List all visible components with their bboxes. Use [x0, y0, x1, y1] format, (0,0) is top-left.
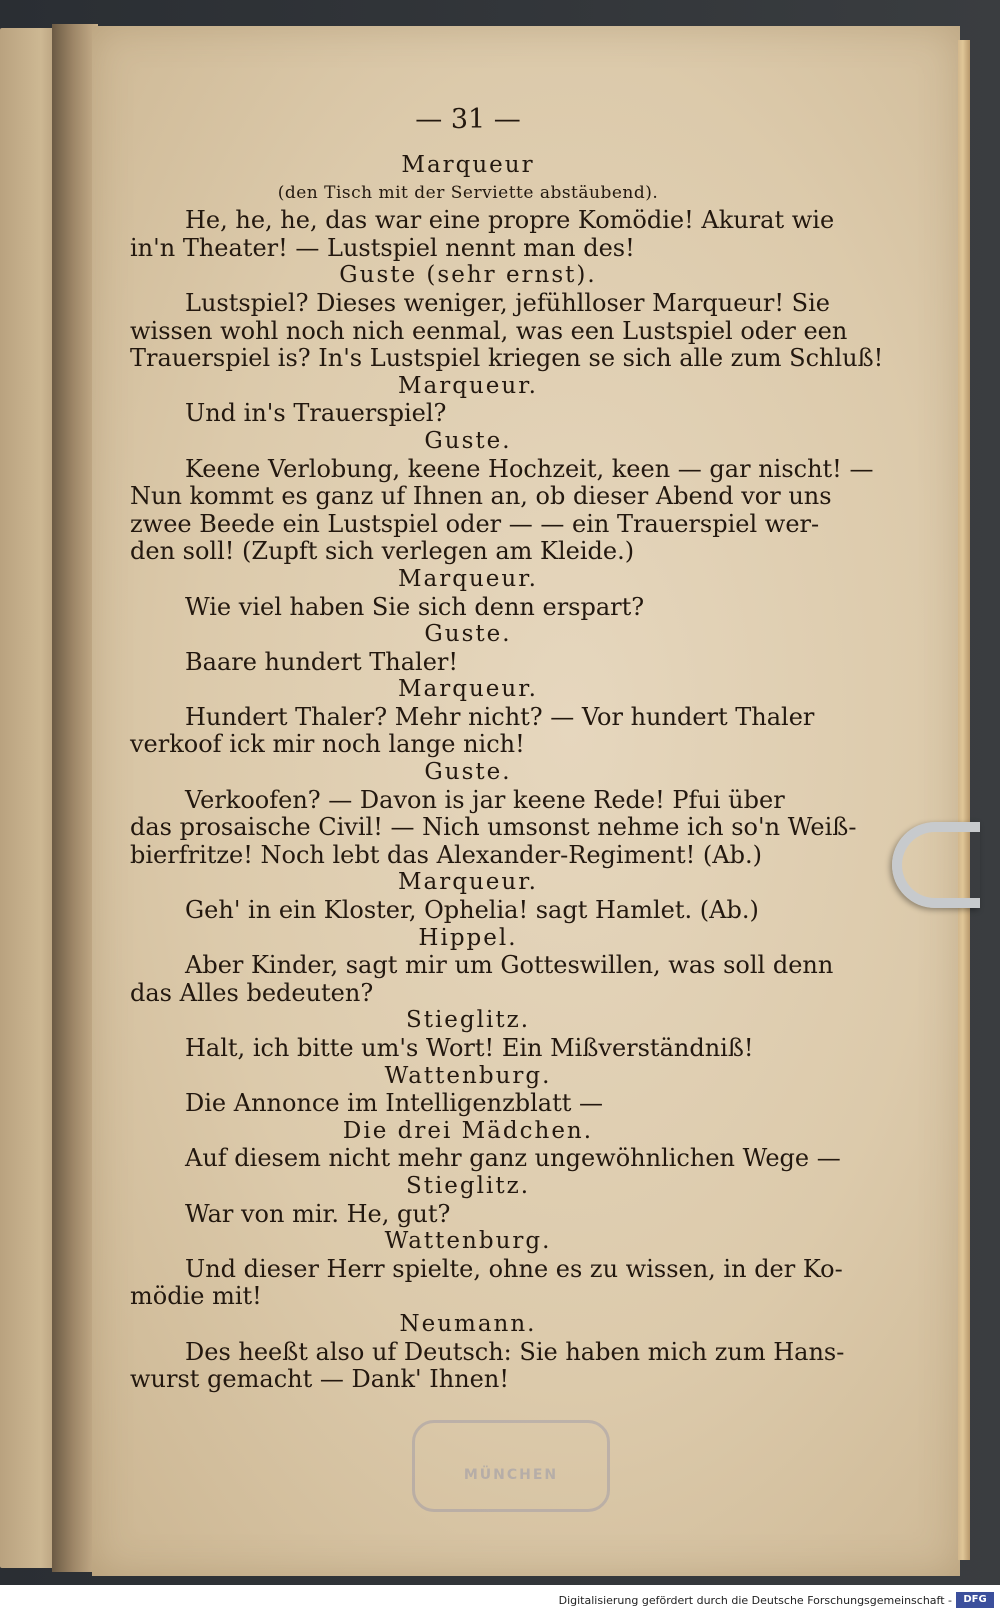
text-line: Trauerspiel is? In's Lustspiel kriegen se sich alle zum Schluß!: [130, 344, 884, 373]
page-block-edge: [958, 40, 970, 1560]
page-content: [130, 100, 884, 1394]
text-line: wurst gemacht — Dank' Ihnen!: [130, 1365, 509, 1394]
speaker-name: Guste.: [424, 621, 512, 648]
stage-direction: (den Tisch mit der Serviette abstäubend).: [277, 182, 659, 203]
speaker-name: Wattenburg.: [384, 1228, 552, 1255]
text-line: verkoof ick mir noch lange nich!: [130, 730, 525, 759]
speaker-name: Marqueur.: [398, 565, 538, 592]
speaker-name: Wattenburg.: [384, 1062, 552, 1089]
text-line: wissen wohl noch nich eenmal, was een Lustspiel oder een: [130, 316, 848, 345]
speaker-name: Marqueur.: [398, 676, 538, 703]
text-line: Und dieser Herr spielte, ohne es zu wissen, in der Ko-: [185, 1254, 843, 1283]
text-line: in'n Theater! — Lustspiel nennt man des!: [130, 233, 635, 262]
text-line: Keene Verlobung, keene Hochzeit, keen — gar nischt! —: [185, 454, 874, 483]
text-line: Halt, ich bitte um's Wort! Ein Mißverständniß!: [185, 1034, 754, 1062]
text-line: zwee Beede ein Lustspiel oder — — ein Trauerspiel wer-: [130, 509, 820, 538]
footer-credit: Digitalisierung gefördert durch die Deutsche Forschungsgemeinschaft -: [558, 1594, 952, 1607]
speaker-name: Guste.: [424, 759, 512, 786]
paper-clip-icon: [892, 822, 980, 908]
speaker-name: Marqueur: [401, 152, 535, 178]
text-line: Verkoofen? — Davon is jar keene Rede! Pfui über: [185, 785, 785, 814]
speaker-name: Neumann.: [399, 1310, 537, 1337]
text-line: den soll! (Zupft sich verlegen am Kleide.): [130, 537, 635, 566]
text-line: mödie mit!: [130, 1282, 262, 1311]
text-line: Hundert Thaler? Mehr nicht? — Vor hundert Thaler: [185, 702, 815, 731]
dfg-logo: DFG: [956, 1592, 994, 1608]
text-line: Die Annonce im Intelligenzblatt —: [185, 1089, 603, 1118]
text-line: Lustspiel? Dieses weniger, jefühlloser Marqueur! Sie: [185, 288, 830, 317]
text-line: Wie viel haben Sie sich denn erspart?: [185, 592, 645, 621]
page-number: — 31 —: [415, 104, 521, 135]
text-line: Des heeßt also uf Deutsch: Sie haben mich zum Hans-: [185, 1337, 845, 1366]
speaker-name: Hippel.: [418, 924, 518, 951]
text-line: das prosaische Civil! — Nich umsonst nehme ich so'n Weiß-: [130, 813, 857, 842]
speaker-name: Marqueur.: [398, 372, 538, 399]
play-text: [130, 152, 884, 1394]
text-line: Und in's Trauerspiel?: [185, 399, 447, 428]
speaker-name: Stieglitz.: [405, 1172, 531, 1199]
speaker-name: Guste.: [424, 427, 512, 454]
text-line: Geh' in ein Kloster, Ophelia! sagt Hamlet. (Ab.): [185, 896, 759, 925]
text-line: Nun kommt es ganz uf Ihnen an, ob dieser Abend vor uns: [130, 482, 832, 511]
speaker-name: Marqueur.: [398, 869, 538, 896]
speaker-name: Die drei Mädchen.: [342, 1117, 594, 1144]
speaker-name: Stieglitz.: [405, 1007, 531, 1034]
text-line: das Alles bedeuten?: [130, 978, 374, 1007]
text-line: Baare hundert Thaler!: [185, 647, 459, 676]
stamp-text: MÜNCHEN: [463, 1467, 559, 1483]
speaker-name: Guste (sehr ernst).: [339, 262, 597, 289]
text-line: bierfritze! Noch lebt das Alexander-Regiment! (Ab.): [130, 840, 762, 869]
text-line: Aber Kinder, sagt mir um Gotteswillen, was soll denn: [185, 951, 834, 980]
text-line: He, he, he, das war eine propre Komödie! Akurat wie: [185, 206, 835, 235]
footer-bar: [0, 1585, 1000, 1618]
text-line: War von mir. He, gut?: [185, 1199, 451, 1228]
library-stamp: [412, 1420, 610, 1512]
text-line: Auf diesem nicht mehr ganz ungewöhnlichen Wege —: [185, 1144, 841, 1173]
